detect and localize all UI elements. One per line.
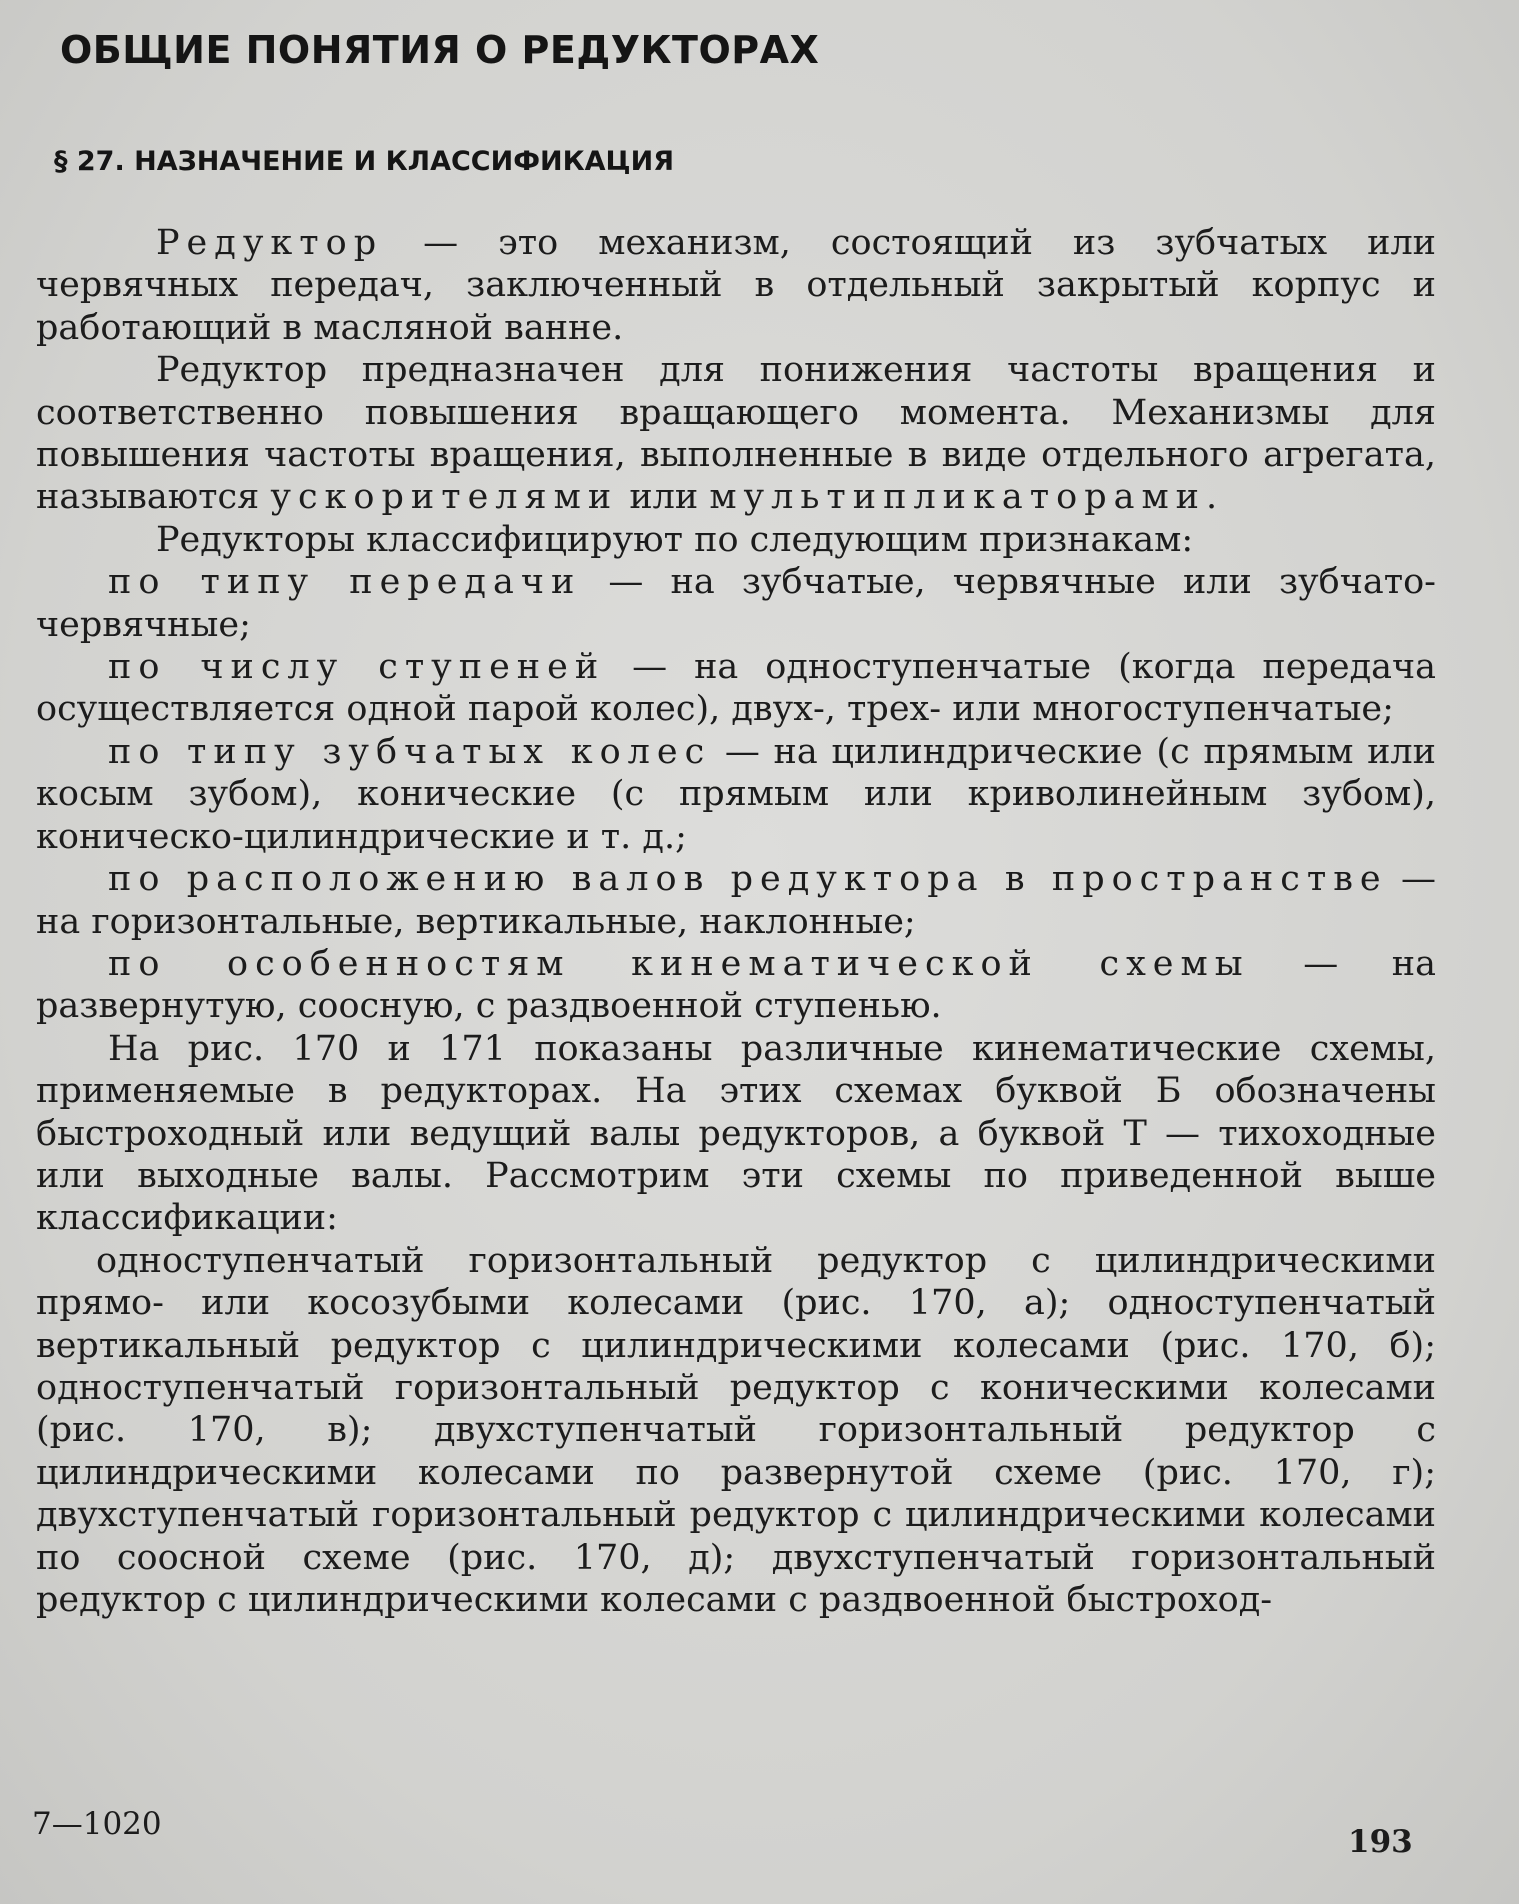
paragraph-text: . — [1206, 477, 1218, 518]
paragraph — [36, 943, 1436, 1028]
spaced-term: ускорителями — [270, 477, 619, 518]
spaced-term: по особенностям кинематической схемы — [108, 943, 1250, 984]
paragraph-text: — на одноступенчатые (когда передача осуществляется одной парой колес), двух-, трех- или многоступенчатые; — [36, 647, 1436, 730]
paragraph — [36, 222, 1436, 349]
paragraph-text: Редукторы классифицируют по следующим признакам: — [156, 519, 1194, 560]
paragraph-text: — это механизм, состоящий из зубчатых или червячных передач, заключенный в отдельный закрытый корпус и работающий в масляной ванне. — [36, 223, 1436, 348]
paragraph — [36, 561, 1436, 646]
spaced-term: по расположению валов редуктора в пространстве — [108, 859, 1388, 900]
page-number: 193 — [1348, 1824, 1413, 1860]
chapter-title: ОБЩИЕ ПОНЯТИЯ О РЕДУКТОРАХ — [60, 28, 820, 72]
spaced-term: Редуктор — [156, 223, 384, 263]
paragraph-text: или — [618, 477, 710, 518]
body-text — [36, 222, 1436, 1621]
printer-signature: 7—1020 — [32, 1806, 162, 1842]
paragraph-text: Редуктор предназначен для понижения частоты вращения и соответственно повышения вращающего момента. Механизмы для повышения частоты вращения, выполненные в виде отдельного агрегата, называются — [36, 350, 1436, 518]
paragraph — [36, 646, 1436, 731]
section-title: § 27. НАЗНАЧЕНИЕ И КЛАССИФИКАЦИЯ — [54, 146, 674, 177]
paragraph — [36, 731, 1436, 858]
paragraph — [36, 519, 1436, 561]
paragraph — [36, 349, 1436, 519]
spaced-term: по числу ступеней — [108, 647, 606, 688]
paragraph-text: — на зубчатые, червячные или зубчато-червячные; — [36, 562, 1436, 645]
paragraph — [36, 858, 1436, 943]
paragraph-text: — на цилиндрические (с прямым или косым зубом), конические (с прямым или криволинейным зубом), коническо-цилиндрические и т. д.; — [36, 731, 1436, 857]
paragraph — [36, 1028, 1436, 1240]
paragraph-text: одноступенчатый горизонтальный редуктор с цилиндрическими прямо- или косозубыми колесами (рис. 170, а); одноступенчатый вертикальный редуктор с цилиндрическими колесами (рис. 170, б); одноступенчатый горизонтальный редуктор с коническими колесами (рис. 170, в); двухступенчатый горизонтальный редуктор с цилиндрическими колесами по развернутой схеме (рис. 170, г); двухступенчатый горизонтальный редуктор с цилиндрическими колесами по соосной схеме (рис. 170, д); двухступенчатый горизонтальный редуктор с цилиндрическими колесами с раздвоенной быстроход- — [36, 1240, 1436, 1620]
spaced-term: по типу зубчатых колес — [108, 731, 712, 772]
spaced-term: мультипликаторами — [709, 477, 1207, 518]
spaced-term: по типу передачи — [108, 562, 582, 603]
paragraph — [36, 1240, 1436, 1622]
paragraph-text: — на горизонтальные, вертикальные, наклонные; — [36, 859, 1436, 942]
paragraph-text: — на развернутую, соосную, с раздвоенной ступенью. — [36, 943, 1436, 1027]
paragraph-text: На рис. 170 и 171 показаны различные кинематические схемы, применяемые в редукторах. На этих схемах буквой Б обозначены быстроходный или ведущий валы редукторов, а буквой Т — тихоходные или выходные валы. Рассмотрим эти схемы по приведенной выше классификации: — [36, 1028, 1436, 1239]
